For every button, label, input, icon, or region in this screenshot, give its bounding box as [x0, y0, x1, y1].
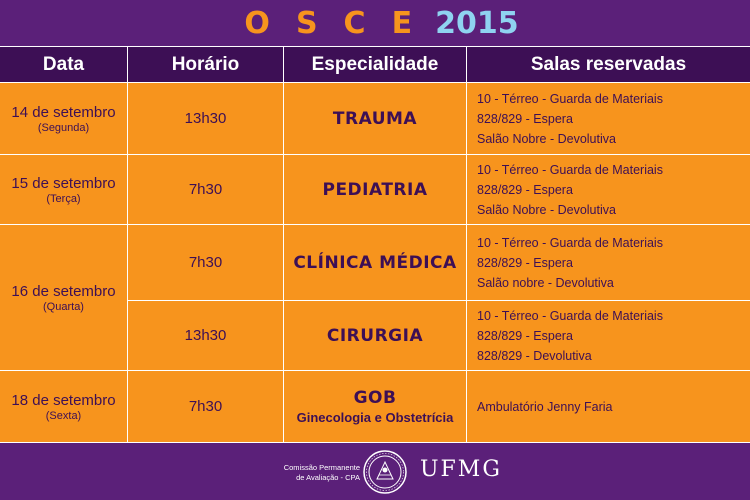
title-letter: S	[295, 5, 318, 41]
time-cell	[128, 83, 284, 154]
ufmg-logo: UFMG	[420, 457, 502, 482]
date-text: 14 de setembro	[11, 103, 116, 121]
room-line: 828/829 - Espera	[477, 182, 573, 197]
rooms-cell	[467, 155, 750, 224]
room-line: 10 - Térreo - Guarda de Materiais	[477, 91, 663, 106]
title-letter: C	[343, 5, 366, 41]
date-cell	[0, 83, 128, 154]
specialty-cell	[284, 371, 467, 442]
specialty-text: CIRURGIA	[326, 325, 424, 346]
time-text: 13h30	[184, 110, 227, 127]
weekday-text: (Terça)	[46, 192, 81, 205]
title-year: 2015	[435, 5, 519, 41]
time-text: 7h30	[188, 398, 223, 415]
specialty-cell	[284, 155, 467, 224]
header-salas: Salas reservadas	[530, 53, 687, 75]
room-line: Ambulatório Jenny Faria	[477, 399, 613, 414]
room-line: Salão Nobre - Devolutiva	[477, 202, 616, 217]
header-especialidade: Especialidade	[284, 47, 467, 82]
rooms-cell	[467, 225, 750, 300]
rooms-cell	[467, 371, 750, 442]
date-cell	[0, 225, 128, 370]
time-cell	[128, 371, 284, 442]
room-line: Salão Nobre - Devolutiva	[477, 131, 616, 146]
specialty-text: TRAUMA	[332, 108, 418, 129]
table-row	[0, 154, 750, 224]
date-text: 16 de setembro	[11, 282, 116, 300]
rooms-cell	[467, 301, 750, 370]
specialty-cell	[284, 83, 467, 154]
date-cell	[0, 155, 128, 224]
time-cell	[128, 301, 284, 370]
room-line: 828/829 - Devolutiva	[477, 348, 592, 363]
date-text: 18 de setembro	[11, 391, 116, 409]
room-line: 828/829 - Espera	[477, 255, 573, 270]
weekday-text: (Sexta)	[45, 409, 82, 422]
date-text: 15 de setembro	[11, 174, 116, 192]
table-row	[0, 82, 750, 154]
title-bar	[0, 0, 750, 46]
weekday-text: (Segunda)	[37, 121, 90, 134]
cpa-line: Comissão Permanente	[283, 463, 360, 472]
cpa-label	[268, 463, 360, 483]
cpa-line: de Avaliação - CPA	[296, 473, 360, 482]
date-cell	[0, 371, 128, 442]
specialty-cell	[284, 301, 467, 370]
time-text: 7h30	[188, 254, 223, 271]
specialty-cell	[284, 225, 467, 300]
footer	[0, 442, 750, 500]
time-cell	[128, 155, 284, 224]
time-text: 13h30	[184, 327, 227, 344]
specialty-subtitle: Ginecologia e Obstetrícia	[296, 410, 454, 425]
room-line: 828/829 - Espera	[477, 328, 573, 343]
room-line: 10 - Térreo - Guarda de Materiais	[477, 308, 663, 323]
time-cell	[128, 225, 284, 300]
header-horario: Horário	[128, 47, 284, 82]
room-line: Salão nobre - Devolutiva	[477, 275, 614, 290]
room-line: 10 - Térreo - Guarda de Materiais	[477, 162, 663, 177]
specialty-text: CLÍNICA MÉDICA	[293, 252, 457, 273]
schedule-table	[0, 82, 750, 442]
title-letter: O	[244, 5, 270, 41]
header-data: Data	[0, 47, 128, 82]
room-line: 10 - Térreo - Guarda de Materiais	[477, 235, 663, 250]
university-seal-icon	[362, 449, 408, 495]
title-letter: E	[391, 5, 413, 41]
specialty-text: GOB	[353, 388, 397, 408]
title-osce	[231, 6, 425, 41]
table-row	[0, 370, 750, 442]
table-header	[0, 46, 750, 82]
table-subrow	[128, 224, 750, 300]
room-line: 828/829 - Espera	[477, 111, 573, 126]
weekday-text: (Quarta)	[43, 300, 84, 313]
rooms-cell	[467, 83, 750, 154]
table-subrow	[128, 300, 750, 370]
time-text: 7h30	[188, 181, 223, 198]
specialty-text: PEDIATRIA	[322, 179, 428, 200]
